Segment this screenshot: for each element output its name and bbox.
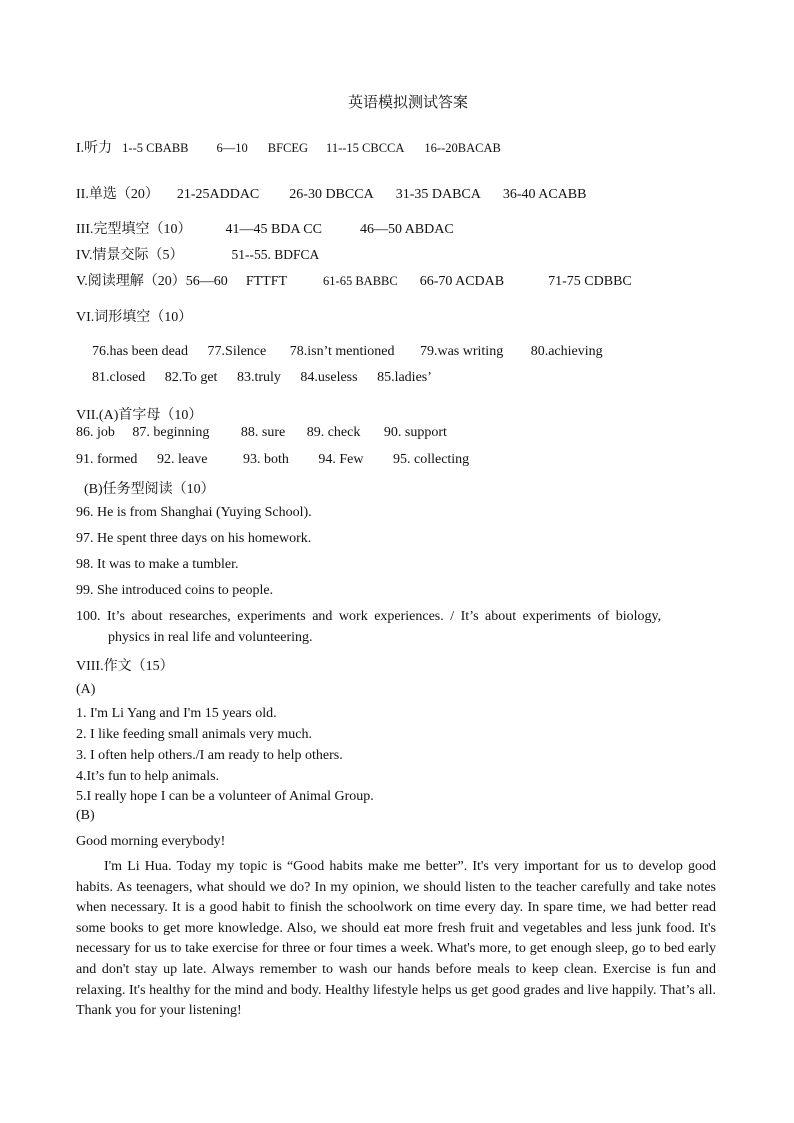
section-listening [76,137,501,157]
section-heading: III.完型填空（10） [76,222,192,237]
answer-group: 6—10 [216,141,248,155]
task-answer: 98. It was to make a tumbler. [76,557,239,572]
answer-item: 84.useless [300,370,358,385]
answer-item: 76.has been dead [92,344,189,359]
section-heading: II.单选（20） [76,187,159,202]
section-situational [76,244,319,264]
answer-item: 90. support [383,425,447,440]
answer-group: 31-35 DABCA [395,187,481,202]
answer-group: BFCEG [267,141,309,155]
section-reading [76,270,632,290]
answer-item: 94. Few [318,452,364,467]
answer-item: 89. check [306,425,361,440]
writing-line: 4.It’s fun to help animals. [76,769,220,784]
section-heading: I.听力 [76,141,113,156]
answer-item: 86. job [76,425,115,440]
answer-item: 83.truly [236,370,281,385]
answer-item: 95. collecting [392,452,470,467]
answer-group: 41—45 BDA CC [225,222,322,237]
answer-group: 61-65 BABBC [323,274,398,288]
section-single-choice [76,183,586,203]
writing-line: 3. I often help others./I am ready to help others. [76,748,343,763]
section-heading: (B)任务型阅读（10） [84,482,215,497]
answer-item: 77.Silence [207,344,267,359]
essay-body: I'm Li Hua. Today my topic is “Good habits make me better”. It's very important for us to develop good habits. As teenagers, what should we do? In my opinion, we should listen to the teacher carefully and take notes when necessary. It is a good habit to finish the schoolwork on time every day. In spare time, we had better read some books to get more knowledge. Also, we should eat more fresh fruit and vegetables and less junk food. It's necessary for us to take exercise for three or four times a week. What's more, to get enough sleep, go to bed early and don't stay up late. Always remember to wash our hands before meals to keep clean. Exercise is fun and relaxing. It's healthy for the mind and body. Healthy lifestyle helps us get good grades and live happily. That’s all. Thank you for your listening! [76,859,716,1019]
word-form-row [92,370,432,386]
answer-item: 81.closed [92,370,146,385]
task-answer: 99. She introduced coins to people. [76,583,274,598]
answer-group: 36-40 ACABB [502,187,587,202]
answer-group: 1--5 CBABB [122,141,189,155]
answer-group: 26-30 DBCCA [289,187,374,202]
section-cloze [76,218,454,238]
answer-item: 80.achieving [530,344,603,359]
part-label: (A) [76,682,96,697]
answer-item: 87. beginning [132,425,210,440]
answer-item: 82.To get [164,370,218,385]
section-heading: VI.词形填空（10） [76,310,193,325]
writing-line: 1. I'm Li Yang and I'm 15 years old. [76,706,277,721]
answer-group: 46—50 ABDAC [359,222,454,237]
initial-letter-row [76,425,447,441]
essay-greeting: Good morning everybody! [76,834,226,849]
page-title: 英语模拟测试答案 [348,95,469,111]
answer-group: 51--55. BDFCA [231,247,320,262]
word-form-row [92,344,603,360]
answer-group: 21-25ADDAC [176,187,260,202]
answer-item: 91. formed [76,452,138,467]
answer-group: 11--15 CBCCA [326,141,405,155]
answer-group: 71-75 CDBBC [548,274,632,289]
task-answer: 96. He is from Shanghai (Yuying School). [76,505,312,520]
answer-item: 78.isn’t mentioned [289,344,395,359]
answer-item: 93. both [242,452,289,467]
answer-group: 66-70 ACDAB [419,274,505,289]
section-heading: VIII.作文（15） [76,659,174,674]
task-answer: 97. He spent three days on his homework. [76,531,312,546]
writing-line: 2. I like feeding small animals very much. [76,727,312,742]
task-answer-continuation: physics in real life and volunteering. [108,630,313,645]
part-label: (B) [76,808,95,823]
initial-letter-row [76,452,469,468]
task-answer: 100. It’s about researches, experiments and work experiences. / It’s about experiments of biology, [76,609,662,624]
section-heading: IV.情景交际（5） [76,248,184,263]
section-heading: VII.(A)首字母（10） [76,408,203,423]
writing-line: 5.I really hope I can be a volunteer of Animal Group. [76,789,374,804]
answer-item: 88. sure [240,425,286,440]
answer-item: 79.was writing [419,344,504,359]
answer-group: 16--20BACAB [424,141,501,155]
answer-item: 92. leave [156,452,208,467]
section-heading: V.阅读理解（20）56—60 [76,274,228,289]
answer-group: FTTFT [245,274,288,289]
answer-item: 85.ladies’ [377,370,432,385]
